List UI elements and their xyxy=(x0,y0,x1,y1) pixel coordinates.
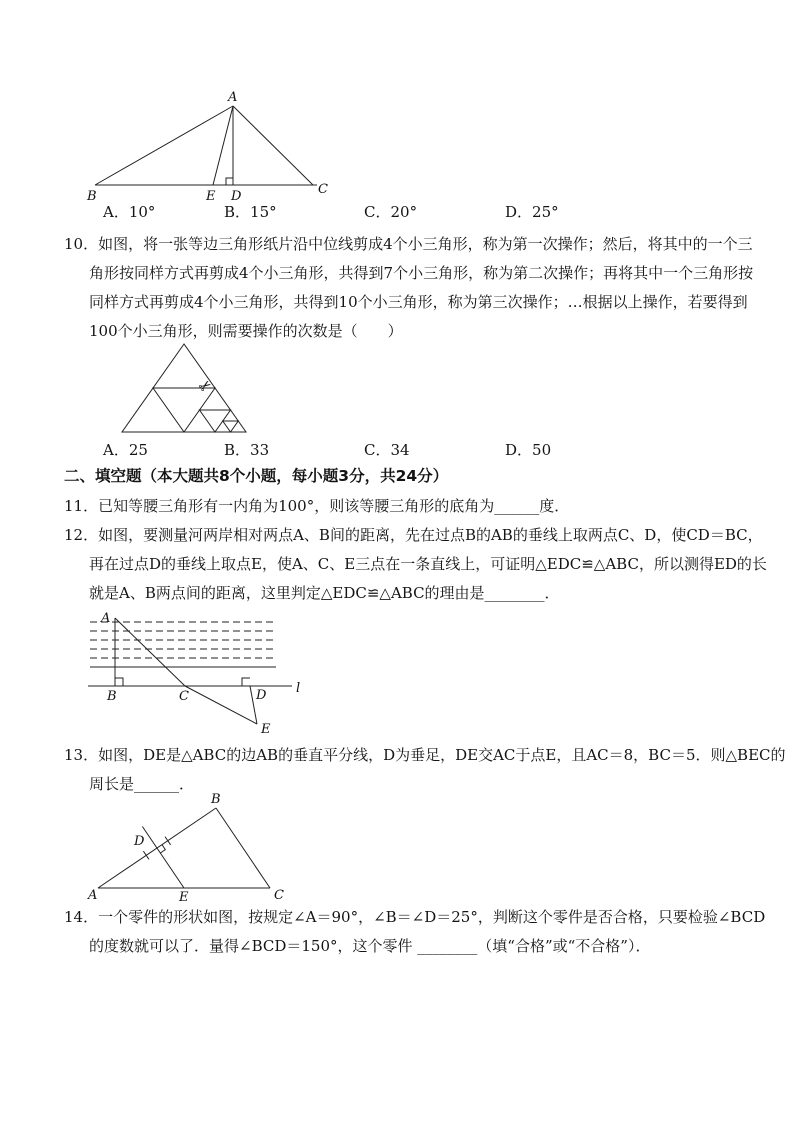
point-label-B: B xyxy=(211,792,221,807)
q13-tick-mark-AD xyxy=(143,851,149,859)
point-label-E: E xyxy=(179,890,189,905)
point-label-D: D xyxy=(231,189,242,204)
q9-option-d: D．25° xyxy=(505,203,559,221)
q13-edge-BC xyxy=(216,808,270,888)
q13-line-2: 周长是______． xyxy=(89,775,195,793)
q12-figure xyxy=(86,612,316,737)
q12-right-angle-B xyxy=(115,678,123,686)
point-label-E: E xyxy=(261,722,271,737)
q10-option-a: A．25 xyxy=(103,441,148,459)
q14-line-2: 的度数就可以了．量得∠BCD＝150°，这个零件 ________（填“合格”或“不合格”）． xyxy=(89,937,651,955)
q10-line-2: 角形按同样方式再剪成4个小三角形，共得到7个小三角形，称为第二次操作；再将其中一个三角形按 xyxy=(89,264,754,282)
q9-option-b: B．15° xyxy=(224,203,277,221)
point-label-C: C xyxy=(318,182,328,197)
q10-line-1: 10．如图，将一张等边三角形纸片沿中位线剪成4个小三角形，称为第一次操作；然后，将其中的一个三 xyxy=(64,235,753,253)
q13-right-angle-D xyxy=(160,845,165,853)
q13-bisector-DE xyxy=(142,827,184,889)
q12-segment-CE xyxy=(185,686,257,724)
q12-line-1: 12．如图，要测量河两岸相对两点A、B间的距离，先在过点B的AB的垂线上取两点C、D，使CD＝BC， xyxy=(64,526,763,544)
point-label-C: C xyxy=(274,888,284,903)
q9-segment-AE xyxy=(213,106,233,185)
q14-line-1: 14．一个零件的形状如图，按规定∠A＝90°，∠B＝∠D＝25°，判断这个零件是否合格，只要检验∠BCD xyxy=(64,908,766,926)
question-10 xyxy=(64,230,753,346)
q10-line-4: 100个小三角形，则需要操作的次数是（ ） xyxy=(89,322,403,340)
question-14 xyxy=(64,903,765,961)
q9-edge-AC xyxy=(233,106,313,185)
question-13 xyxy=(64,741,786,799)
q12-right-angle-D xyxy=(242,678,250,686)
section-2-header: 二、填空题（本大题共8个小题，每小题3分，共24分） xyxy=(64,467,449,485)
q10-sub-triangle-3 xyxy=(223,421,239,432)
point-label-D: D xyxy=(256,688,267,703)
q12-line-2: 再在过点D的垂线上取点E，使A、C、E三点在一条直线上，可证明△EDC≌△ABC，所以测得ED的长 xyxy=(89,555,767,573)
question-12 xyxy=(64,521,767,608)
point-label-A: A xyxy=(88,888,98,903)
q9-option-c: C．20° xyxy=(364,203,418,221)
q9-edge-BA xyxy=(95,106,233,185)
q10-option-d: D．50 xyxy=(505,441,552,459)
point-label-B: B xyxy=(107,689,117,704)
line-label-l: l xyxy=(296,681,301,696)
scissors-icon: ✂ xyxy=(194,374,216,397)
point-label-A: A xyxy=(228,90,238,105)
point-label-E: E xyxy=(206,189,216,204)
q9-figure xyxy=(85,90,355,205)
point-label-A: A xyxy=(101,611,111,626)
q10-option-b: B．33 xyxy=(224,441,270,459)
q9-option-a: A．10° xyxy=(103,203,156,221)
q13-figure xyxy=(88,792,288,904)
question-11 xyxy=(64,492,569,521)
q10-figure xyxy=(112,338,262,438)
q13-tick-mark-DB xyxy=(165,837,171,845)
q10-line-3: 同样方式再剪成4个小三角形，共得到10个小三角形，称为第三次操作；…根据以上操作，若要得到 xyxy=(89,293,748,311)
q11-line-1: 11．已知等腰三角形有一内角为100°，则该等腰三角形的底角为______度． xyxy=(64,497,570,515)
q13-line-1: 13．如图，DE是△ABC的边AB的垂直平分线，D为垂足，DE交AC于点E，且AC＝8，BC＝5．则△BEC的 xyxy=(64,746,786,764)
point-label-D: D xyxy=(134,834,145,849)
q12-segment-AC xyxy=(115,618,185,686)
point-label-B: B xyxy=(87,189,97,204)
q12-line-3: 就是A、B两点间的距离，这里判定△EDC≌△ABC的理由是________． xyxy=(89,584,560,602)
point-label-C: C xyxy=(179,689,189,704)
q9-right-angle-mark xyxy=(226,178,233,185)
q10-option-c: C．34 xyxy=(364,441,410,459)
